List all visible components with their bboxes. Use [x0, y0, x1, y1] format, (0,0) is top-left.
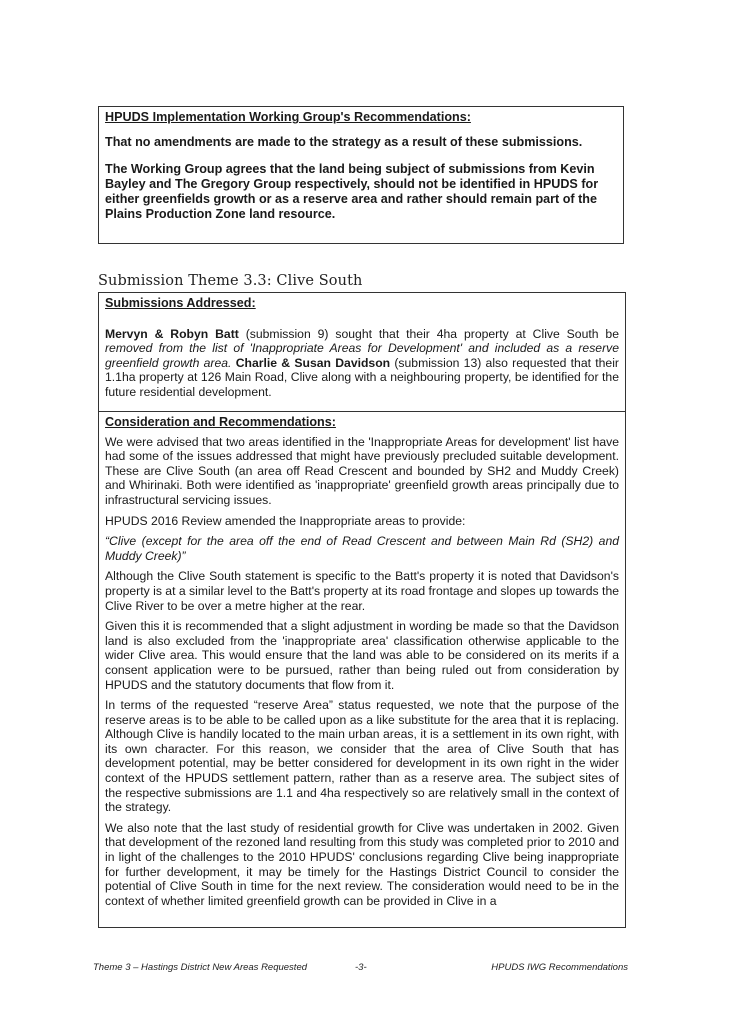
recommendations-heading: HPUDS Implementation Working Group's Recommendations:	[105, 110, 471, 124]
submissions-section	[99, 293, 625, 412]
submission-text-1: (submission 9) sought that their 4ha property at Clive South be	[238, 326, 619, 341]
consideration-para: Although the Clive South statement is specific to the Batt's property it is noted that Davidson's property is at a similar level to the Batt's property at its road frontage and slopes up towards the Clive River to be over a metre higher at the rear.	[105, 569, 619, 613]
submitter-name-2: Charlie & Susan Davidson	[235, 355, 391, 370]
consideration-para: We also note that the last study of residential growth for Clive was undertaken in 2002. Given that development of the rezoned land resulting from this study was completed prior to 2010 and in light of the challenges to the 2010 HPUDS' conclusions regarding Clive being inappropriate for further development, it may be timely for the Hastings District Council to consider the potential of Clive South in time for the next review. The consideration would need to be in the context of whether limited greenfield growth can be provided in Clive in a	[105, 820, 619, 908]
recommendations-box	[98, 106, 624, 244]
consideration-quote: “Clive (except for the area off the end of Read Crescent and between Main Rd (SH2) and Muddy Creek)”	[105, 534, 619, 563]
footer-left: Theme 3 – Hastings District New Areas Requested	[93, 962, 308, 973]
theme-box	[98, 292, 626, 928]
recommendations-para-1: That no amendments are made to the strategy as a result of these submissions.	[105, 135, 583, 149]
theme-heading: Submission Theme 3.3: Clive South	[98, 273, 363, 289]
consideration-para: In terms of the requested “reserve Area” status requested, we note that the purpose of the reserve areas is to be able to be called upon as a like substitute for the area that it is replacing. Although Clive is handily located to the main urban areas, it is a settlement in its own right, with its own character. For this reason, we consider that the area of Clive South that has development potential, may be better considered for development in its own right in the wider context of the HPUDS settlement pattern, rather than as a reserve area. The subject sites of the respective submissions are 1.1 and 4ha respectively so are relatively small in the context of the strategy.	[105, 698, 619, 815]
footer-right: HPUDS IWG Recommendations	[491, 962, 628, 973]
submissions-para	[105, 327, 619, 400]
consideration-heading: Consideration and Recommendations:	[105, 415, 336, 429]
consideration-para: Given this it is recommended that a slight adjustment in wording be made so that the Davidson land is also excluded from the 'inappropriate area' classification otherwise applicable to the wider Clive area. This would ensure that the land was able to be considered on its merits if a consent application were to be pursued, rather than being ruled out from consideration by HPUDS and the statutory documents that flow from it.	[105, 619, 619, 692]
footer-page-number: -3-	[355, 962, 367, 973]
recommendations-para-2: The Working Group agrees that the land being subject of submissions from Kevin Bayley and The Gregory Group respectively, should not be identified in HPUDS for either greenfields growth or as a reserve area and rather should remain part of the Plains Production Zone land resource.	[105, 162, 599, 221]
consideration-para: We were advised that two areas identified in the 'Inappropriate Areas for development' list have had some of the issues addressed that might have previously precluded suitable development. These are Clive South (an area off Read Crescent and bounded by SH2 and Muddy Creek) and Whirinaki. Both were identified as 'inappropriate' greenfield growth areas principally due to infrastructural servicing issues.	[105, 434, 619, 507]
consideration-para: HPUDS 2016 Review amended the Inappropriate areas to provide:	[105, 513, 466, 528]
submission-text-2: (submission 13) also requested that their 1.1ha property at 126 Main Road, Clive along with a neighbouring property, be identified for the future residential development.	[105, 355, 619, 399]
consideration-section	[99, 412, 625, 908]
submitter-name-1: Mervyn & Robyn Batt	[105, 326, 239, 341]
submissions-heading: Submissions Addressed:	[105, 296, 256, 310]
submission-request-italic: removed from the list of 'Inappropriate Areas for Development' and included as a reserve greenfield growth area.	[105, 341, 619, 370]
